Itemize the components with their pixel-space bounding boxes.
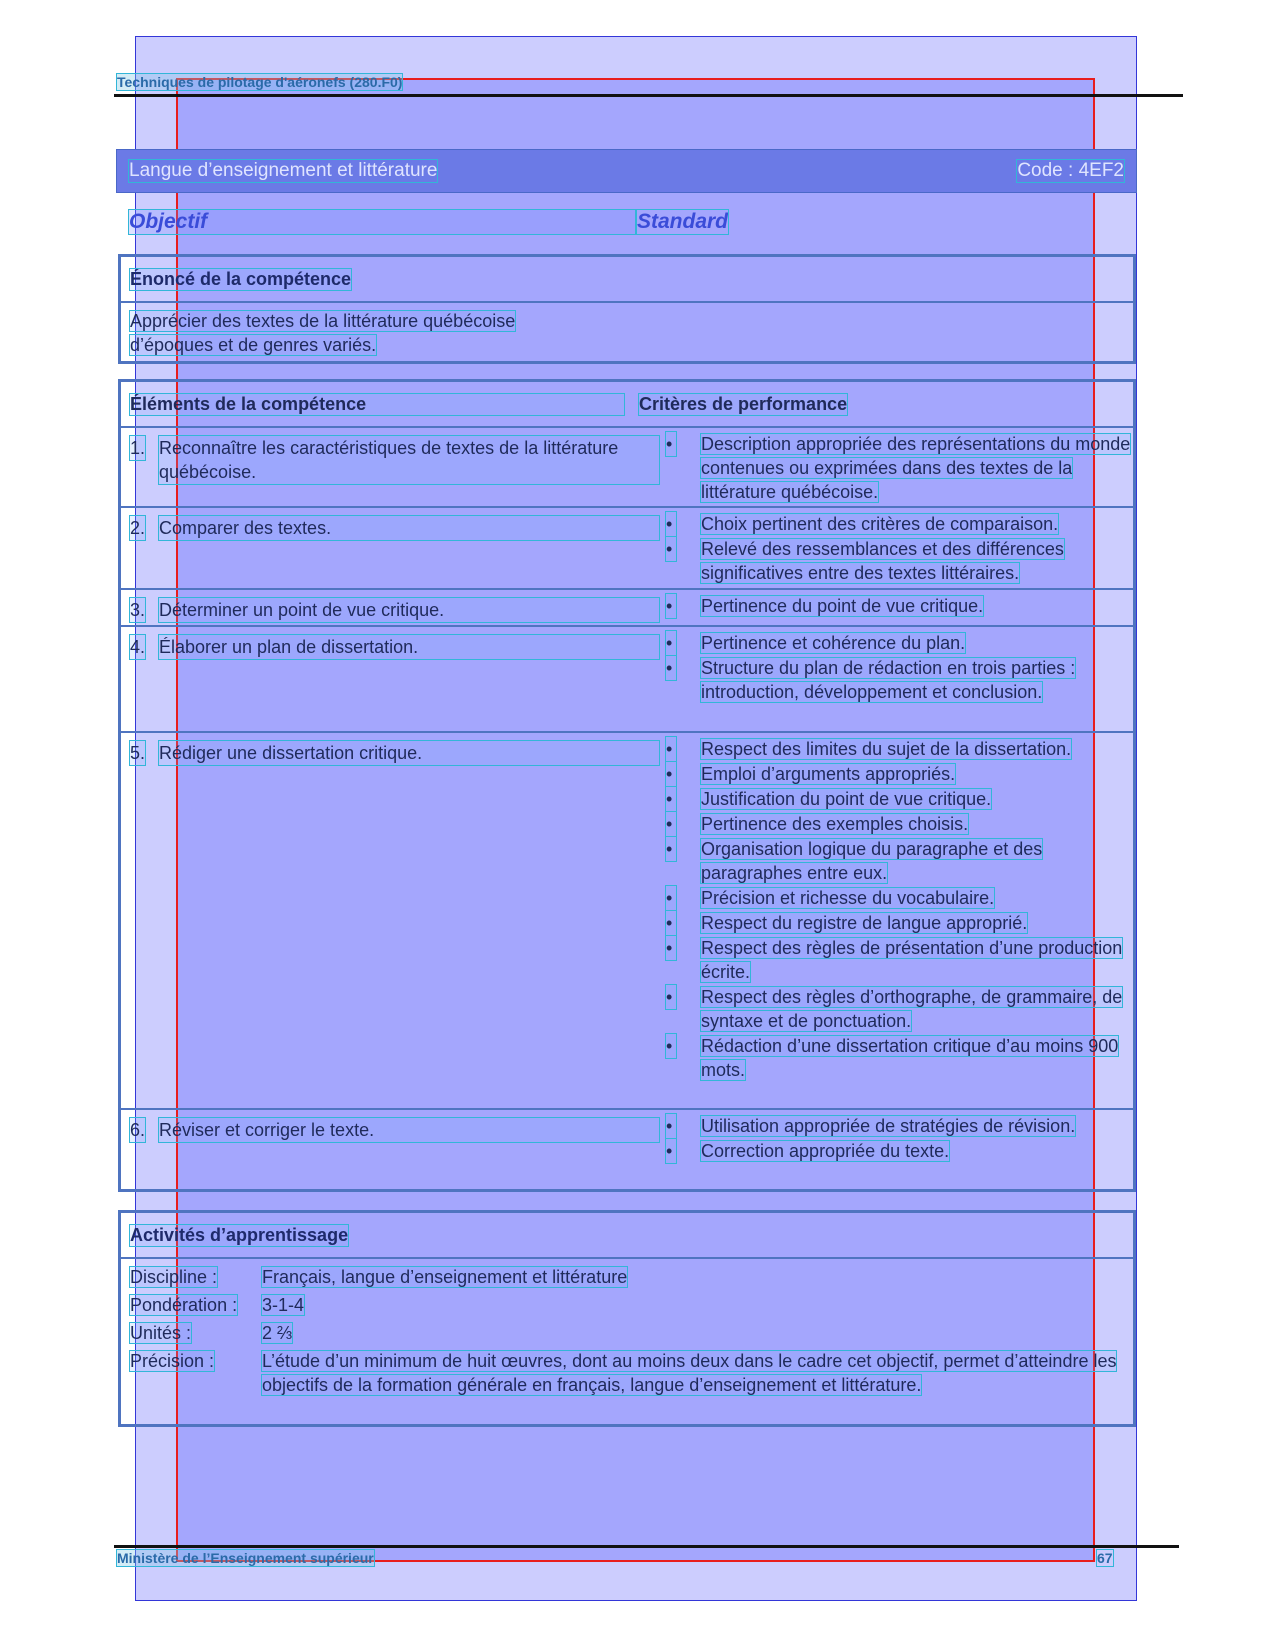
criterion-item: • Rédaction d’une dissertation critique d’au moins 900 mots. — [666, 1036, 1119, 1080]
bullet-icon: • — [666, 812, 676, 836]
bullet-icon: • — [666, 631, 676, 655]
bullet-icon: • — [666, 1139, 676, 1163]
criterion-item: • Justification du point de vue critique. — [666, 789, 992, 809]
criterion-item: • Organisation logique du paragraphe et des paragraphes entre eux. — [666, 839, 1043, 883]
course-title: Langue d’enseignement et littérature — [129, 160, 438, 181]
element-row-2 — [121, 508, 1133, 590]
enonce-text-line2: d’époques et de genres variés. — [130, 335, 377, 355]
criterion-item: • Respect du registre de langue approprié. — [666, 913, 1028, 933]
criterion-item: • Pertinence et cohérence du plan. — [666, 633, 966, 653]
element-number: 4. — [130, 637, 146, 657]
discipline-line — [130, 1265, 1124, 1289]
ponderation-label: Pondération : — [130, 1295, 238, 1315]
footer-page-number: 67 — [1097, 1550, 1113, 1566]
element-text: Réviser et corriger le texte. — [159, 1118, 659, 1142]
criteria-list — [666, 737, 1131, 1083]
criterion-item: • Correction appropriée du texte. — [666, 1141, 950, 1161]
element-text: Rédiger une dissertation critique. — [159, 741, 659, 765]
bullet-icon: • — [666, 656, 676, 680]
standard-label: Standard — [637, 210, 729, 233]
criteria-heading: Critères de performance — [639, 394, 848, 414]
criterion-item: • Respect des règles d’orthographe, de grammaire, de syntaxe et de ponctuation. — [666, 987, 1123, 1031]
discipline-value: Français, langue d’enseignement et littérature — [262, 1267, 628, 1287]
objectif-label: Objectif — [129, 210, 635, 234]
criterion-item: • Pertinence du point de vue critique. — [666, 596, 984, 616]
element-row-6 — [121, 1110, 1133, 1190]
criteria-list — [666, 432, 1131, 505]
element-number: 3. — [130, 600, 146, 620]
element-number: 1. — [130, 438, 146, 458]
criterion-item: • Choix pertinent des critères de comparaison. — [666, 514, 1059, 534]
enonce-heading-row — [121, 257, 1133, 303]
bullet-icon: • — [666, 837, 676, 861]
elements-box — [118, 379, 1136, 1192]
footer-ministry: Ministère de l’Enseignement supérieur — [117, 1550, 374, 1566]
ponderation-value: 3-1-4 — [262, 1295, 305, 1315]
element-text: Déterminer un point de vue critique. — [159, 598, 659, 622]
unites-label: Unités : — [130, 1323, 192, 1343]
criterion-item: • Respect des règles de présentation d’une production écrite. — [666, 938, 1123, 982]
bullet-icon: • — [666, 1034, 676, 1058]
bullet-icon: • — [666, 886, 676, 910]
footer-rule — [114, 1545, 1179, 1548]
enonce-box — [118, 254, 1136, 364]
bullet-icon: • — [666, 911, 676, 935]
criterion-item: • Description appropriée des représentations du monde contenues ou exprimées dans des textes de la littérature québécoise. — [666, 434, 1131, 502]
elements-heading-row — [121, 382, 1133, 428]
discipline-label: Discipline : — [130, 1267, 218, 1287]
criteria-list — [666, 631, 1131, 705]
precision-line — [130, 1349, 1124, 1397]
bullet-icon: • — [666, 985, 676, 1009]
objectif-standard-row — [129, 210, 1134, 236]
enonce-body — [121, 303, 1133, 357]
bullet-icon: • — [666, 594, 676, 618]
elements-heading: Éléments de la compétence — [130, 394, 624, 415]
criterion-item: • Emploi d’arguments appropriés. — [666, 764, 956, 784]
bullet-icon: • — [666, 432, 676, 456]
activites-heading: Activités d’apprentissage — [130, 1224, 349, 1245]
activites-body — [121, 1259, 1133, 1397]
unites-line — [130, 1321, 1124, 1345]
precision-value: L’étude d’un minimum de huit œuvres, dont au moins deux dans le cadre cet objectif, permet d’atteindre les objectifs de la formation générale en français, langue d’enseignement et littérature. — [262, 1351, 1117, 1395]
activites-heading-row — [121, 1213, 1133, 1259]
element-number: 2. — [130, 518, 146, 538]
element-row-3 — [121, 590, 1133, 627]
element-row-5 — [121, 733, 1133, 1110]
enonce-text-line1: Apprécier des textes de la littérature québécoise — [130, 311, 516, 331]
element-text: Comparer des textes. — [159, 516, 659, 540]
element-row-4 — [121, 627, 1133, 733]
element-row-1 — [121, 428, 1133, 508]
program-header: Techniques de pilotage d'aéronefs (280.F0) — [117, 74, 403, 90]
enonce-heading: Énoncé de la compétence — [130, 268, 352, 289]
bullet-icon: • — [666, 936, 676, 960]
criteria-list — [666, 594, 1131, 619]
bullet-icon: • — [666, 512, 676, 536]
criterion-item: • Relevé des ressemblances et des différences significatives entre des textes littéraires. — [666, 539, 1064, 583]
element-text: Reconnaître les caractéristiques de textes de la littérature québécoise. — [159, 436, 659, 484]
header-rule — [114, 94, 1183, 97]
element-number: 6. — [130, 1120, 146, 1140]
precision-label: Précision : — [130, 1351, 215, 1371]
criterion-item: • Précision et richesse du vocabulaire. — [666, 888, 995, 908]
bullet-icon: • — [666, 537, 676, 561]
activites-box — [118, 1210, 1136, 1427]
element-text: Élaborer un plan de dissertation. — [159, 635, 659, 659]
course-code: Code : 4EF2 — [1017, 160, 1124, 181]
bullet-icon: • — [666, 737, 676, 761]
bullet-icon: • — [666, 762, 676, 786]
criterion-item: • Pertinence des exemples choisis. — [666, 814, 969, 834]
criterion-item: • Utilisation appropriée de stratégies de révision. — [666, 1116, 1076, 1136]
criterion-item: • Structure du plan de rédaction en trois parties : introduction, développement et conclusion. — [666, 658, 1076, 702]
course-title-bar — [117, 150, 1136, 192]
ponderation-line — [130, 1293, 1124, 1317]
criterion-item: • Respect des limites du sujet de la dissertation. — [666, 739, 1072, 759]
criteria-list — [666, 1114, 1131, 1164]
bullet-icon: • — [666, 1114, 676, 1138]
unites-value: 2 ⅔ — [262, 1323, 293, 1343]
bullet-icon: • — [666, 787, 676, 811]
criteria-list — [666, 512, 1131, 586]
element-number: 5. — [130, 743, 146, 763]
